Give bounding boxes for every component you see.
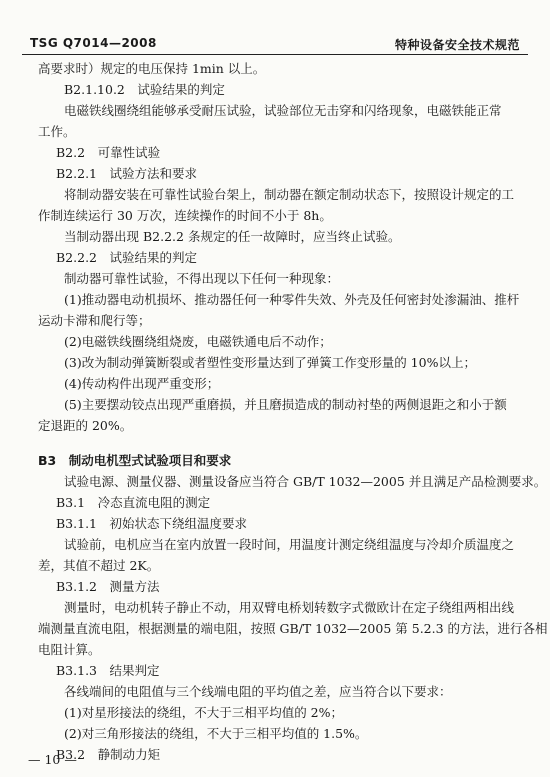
list-item: (1)对星形接法的绕组，不大于三相平均值的 2%； xyxy=(64,705,344,720)
text-line: 当制动器出现 B2.2.2 条规定的任一故障时，应当终止试验。 xyxy=(64,229,401,244)
body-text xyxy=(38,58,548,765)
series-title: 特种设备安全技术规范 xyxy=(394,38,520,52)
subsection-heading: B3.1.1 初始状态下绕组温度要求 xyxy=(56,516,247,531)
text-line: 电磁铁线圈绕组能够承受耐压试验，试验部位无击穿和闪络现象，电磁铁能正常 xyxy=(64,103,502,118)
text-line: 测量时，电动机转子静止不动，用双臂电桥划转数字式微欧计在定子绕组两相出线 xyxy=(64,600,515,615)
text-line: 端测量直流电阻，根据测量的端电阻，按照 GB/T 1032—2005 第 5.2.3 的方法，进行各相 xyxy=(38,621,548,636)
text-line: 试验前，电机应当在室内放置一段时间，用温度计测定绕组温度与冷却介质温度之 xyxy=(64,537,515,552)
list-item: (2)对三角形接法的绕组，不大于三相平均值的 1.5%。 xyxy=(64,726,368,741)
chapter-heading: B3 制动电机型式试验项目和要求 xyxy=(38,453,232,468)
text-line: 试验电源、测量仪器、测量设备应当符合 GB/T 1032—2005 并且满足产品检测要求。 xyxy=(64,474,547,489)
header-rule xyxy=(22,54,528,55)
list-item: (4)传动构件出现严重变形； xyxy=(64,376,220,391)
text-line: 将制动器安装在可靠性试验台架上，制动器在额定制动状态下，按照设计规定的工 xyxy=(64,187,515,202)
text-line: 差，其值不超过 2K。 xyxy=(38,558,160,573)
list-item: (1)推动器电动机损坏、推动器任何一种零件失效、外壳及任何密封处渗漏油、推杆 xyxy=(64,292,520,307)
running-header xyxy=(22,30,528,50)
section-heading: B3.2 静制动力矩 xyxy=(56,747,161,762)
standard-code: TSG Q7014—2008 xyxy=(30,36,157,50)
list-item: (5)主要摆动铰点出现严重磨损，并且磨损造成的制动衬垫的两侧退距之和小于额 xyxy=(64,397,507,412)
subsection-heading: B2.2.2 试验结果的判定 xyxy=(56,250,197,265)
section-heading: B3.1 冷态直流电阻的测定 xyxy=(56,495,211,510)
subsection-heading: B2.1.10.2 试验结果的判定 xyxy=(64,82,225,97)
subsection-heading: B3.1.3 结果判定 xyxy=(56,663,160,678)
page-number: — 10 — xyxy=(28,752,77,767)
text-line: 制动器可靠性试验，不得出现以下任何一种现象： xyxy=(64,271,340,286)
text-line: 工作。 xyxy=(38,124,76,139)
subsection-heading: B2.2.1 试验方法和要求 xyxy=(56,166,197,181)
text-line: 各线端间的电阻值与三个线端电阻的平均值之差，应当符合以下要求： xyxy=(64,684,452,699)
section-heading: B2.2 可靠性试验 xyxy=(56,145,161,160)
subsection-heading: B3.1.2 测量方法 xyxy=(56,579,160,594)
text-line: 高要求时）规定的电压保持 1min 以上。 xyxy=(38,61,266,76)
list-item: (2)电磁铁线圈绕组烧废，电磁铁通电后不动作； xyxy=(64,334,332,349)
text-line: 定退距的 20%。 xyxy=(38,418,133,433)
text-line: 电阻计算。 xyxy=(38,642,101,657)
text-line: 作制连续运行 30 万次，连续操作的时间不小于 8h。 xyxy=(38,208,332,223)
text-line: 运动卡滞和爬行等； xyxy=(38,313,151,328)
list-item: (3)改为制动弹簧断裂或者塑性变形量达到了弹簧工作变形量的 10%以上； xyxy=(64,355,476,370)
